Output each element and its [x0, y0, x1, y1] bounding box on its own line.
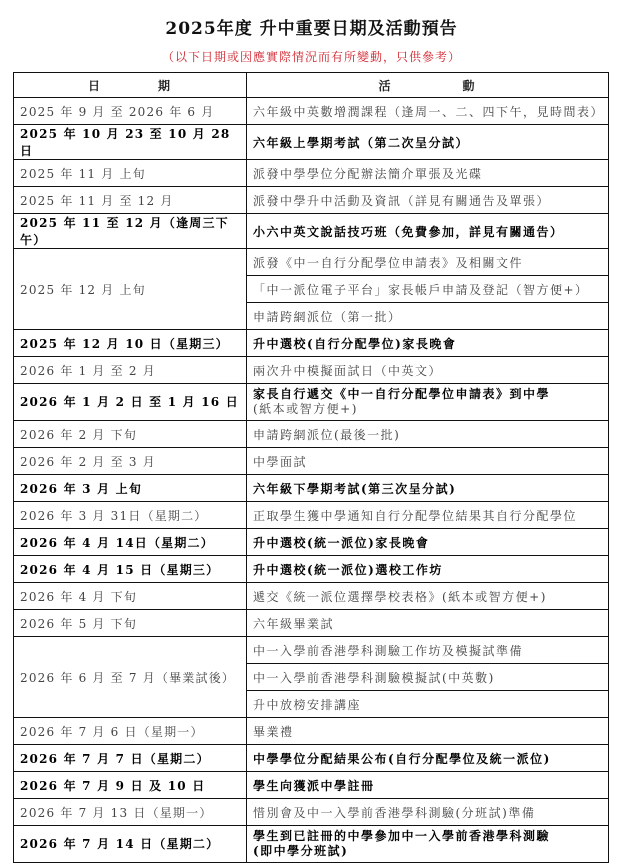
activity-text: 六年級上學期考試（第二次呈分試）	[253, 135, 470, 150]
date-cell: 2026 年 7 月 9 日 及 10 日	[14, 772, 247, 799]
date-cell: 2025 年 11 至 12 月（逢周三下午）	[14, 214, 247, 249]
table-row	[14, 799, 609, 826]
activity-note: (紙本或智方便+)	[253, 402, 358, 416]
date-cell: 2025 年 12 月 10 日（星期三）	[14, 330, 247, 357]
activity-text: 畢業禮	[253, 724, 294, 739]
activity-text: 惜別會及中一入學前香港學科測驗(分班試)準備	[253, 805, 536, 820]
activity-text: 申請跨網派位（第一批）	[253, 309, 402, 324]
page-title: 2025年度 升中重要日期及活動預告	[165, 19, 458, 39]
activity-text: 升中放榜安排講座	[253, 697, 362, 712]
table-row	[14, 475, 609, 502]
date-cell: 2026 年 2 月 下旬	[14, 421, 247, 448]
date-cell: 2026 年 3 月 31日（星期二）	[14, 502, 247, 529]
table-row	[14, 421, 609, 448]
table-row	[14, 249, 609, 276]
activity-cell	[247, 214, 609, 249]
header-activity-char-1: 活	[378, 78, 393, 93]
activity-text: 正取學生獲中學通知自行分配學位結果其自行分配學位	[253, 508, 578, 523]
date-cell: 2026 年 1 月 至 2 月	[14, 357, 247, 384]
activity-text: 六年級中英數增潤課程（逢周一、二、四下午，見時間表）	[253, 104, 605, 119]
date-cell: 2026 年 7 月 14 日（星期二）	[14, 826, 247, 863]
activity-cell	[247, 357, 609, 384]
date-cell: 2026 年 2 月 至 3 月	[14, 448, 247, 475]
activity-text: 升中選校(統一派位)選校工作坊	[253, 562, 443, 577]
activity-text: 中一入學前香港學科測驗工作坊及模擬試準備	[253, 643, 524, 658]
activity-cell	[247, 421, 609, 448]
activity-text: 兩次升中模擬面試日（中英文）	[253, 363, 443, 378]
activity-cell	[247, 160, 609, 187]
table-row	[14, 610, 609, 637]
activity-text: 學生到已註冊的中學參加中一入學前香港學科測驗	[253, 829, 551, 843]
table-row	[14, 125, 609, 160]
date-cell: 2025 年 10 月 23 至 10 月 28 日	[14, 125, 247, 160]
table-row	[14, 718, 609, 745]
table-row	[14, 772, 609, 799]
date-cell: 2026 年 7 月 7 日（星期二）	[14, 745, 247, 772]
date-cell: 2026 年 1 月 2 日 至 1 月 16 日	[14, 384, 247, 421]
activity-cell	[247, 745, 609, 772]
activity-cell	[247, 384, 609, 421]
activity-cell	[247, 187, 609, 214]
activity-text: 六年級下學期考試(第三次呈分試)	[253, 481, 457, 496]
table-row	[14, 187, 609, 214]
header-activity-char-2: 動	[462, 78, 477, 93]
header-activity	[247, 73, 609, 98]
activity-cell	[247, 637, 609, 664]
date-cell: 2026 年 4 月 15 日（星期三）	[14, 556, 247, 583]
header-date-char-2: 期	[158, 78, 173, 93]
activity-cell	[247, 475, 609, 502]
table-body	[14, 98, 609, 863]
activity-note: (即中學分班試)	[253, 844, 349, 858]
table-row	[14, 160, 609, 187]
table-row	[14, 637, 609, 664]
activity-cell	[247, 610, 609, 637]
table-row	[14, 214, 609, 249]
table-row	[14, 745, 609, 772]
date-cell: 2026 年 4 月 14日（星期二）	[14, 529, 247, 556]
activity-text: 遞交《統一派位選擇學校表格》(紙本或智方便+)	[253, 589, 547, 604]
activity-cell	[247, 448, 609, 475]
table-row	[14, 384, 609, 421]
disclaimer-subtitle: （以下日期或因應實際情況而有所變動，只供參考）	[161, 50, 461, 64]
activity-cell	[247, 556, 609, 583]
activity-cell	[247, 125, 609, 160]
activity-text: 小六中英文說話技巧班（免費參加，詳見有關通告）	[253, 224, 564, 239]
activity-cell	[247, 330, 609, 357]
activity-cell	[247, 826, 609, 863]
activity-text: 中學學位分配結果公布(自行分配學位及統一派位)	[253, 751, 551, 766]
activity-text: 六年級畢業試	[253, 616, 335, 631]
table-row	[14, 330, 609, 357]
table-row	[14, 448, 609, 475]
table-row	[14, 529, 609, 556]
activity-cell	[247, 303, 609, 330]
table-row	[14, 826, 609, 863]
date-cell: 2026 年 7 月 13 日（星期一）	[14, 799, 247, 826]
table-row	[14, 583, 609, 610]
date-cell: 2026 年 3 月 上旬	[14, 475, 247, 502]
table-row	[14, 556, 609, 583]
activity-text: 派發中學學位分配辦法簡介單張及光碟	[253, 166, 483, 181]
activity-text: 中一入學前香港學科測驗模擬試(中英數)	[253, 670, 495, 685]
table-header-row	[14, 73, 609, 98]
date-cell: 2026 年 5 月 下旬	[14, 610, 247, 637]
table-row	[14, 502, 609, 529]
activity-cell	[247, 276, 609, 303]
activity-text: 申請跨網派位(最後一批)	[253, 427, 401, 442]
header-date-char-1: 日	[87, 78, 102, 93]
activity-text: 「中一派位電子平台」家長帳戶申請及登記（智方便+）	[253, 282, 589, 297]
schedule-table	[13, 72, 609, 863]
activity-cell	[247, 691, 609, 718]
date-cell: 2025 年 11 月 至 12 月	[14, 187, 247, 214]
activity-text: 學生向獲派中學註冊	[253, 778, 375, 793]
date-cell: 2025 年 11 月 上旬	[14, 160, 247, 187]
activity-text: 升中選校(自行分配學位)家長晚會	[253, 336, 457, 351]
activity-cell	[247, 718, 609, 745]
activity-text: 中學面試	[253, 454, 308, 469]
date-cell: 2025 年 12 月 上旬	[14, 249, 247, 330]
activity-cell	[247, 98, 609, 125]
activity-text: 派發中學升中活動及資訊（詳見有關通告及單張）	[253, 193, 551, 208]
activity-cell	[247, 664, 609, 691]
activity-text: 家長自行遞交《中一自行分配學位申請表》到中學	[253, 387, 551, 401]
date-cell: 2026 年 7 月 6 日（星期一）	[14, 718, 247, 745]
activity-cell	[247, 583, 609, 610]
table-row	[14, 357, 609, 384]
activity-cell	[247, 529, 609, 556]
activity-text: 升中選校(統一派位)家長晚會	[253, 535, 430, 550]
header-date	[14, 73, 247, 98]
date-cell: 2026 年 6 月 至 7 月（畢業試後）	[14, 637, 247, 718]
activity-cell	[247, 799, 609, 826]
activity-cell	[247, 249, 609, 276]
activity-text: 派發《中一自行分配學位申請表》及相關文件	[253, 255, 524, 270]
activity-cell	[247, 502, 609, 529]
activity-cell	[247, 772, 609, 799]
table-row	[14, 98, 609, 125]
date-cell: 2026 年 4 月 下旬	[14, 583, 247, 610]
date-cell: 2025 年 9 月 至 2026 年 6 月	[14, 98, 247, 125]
